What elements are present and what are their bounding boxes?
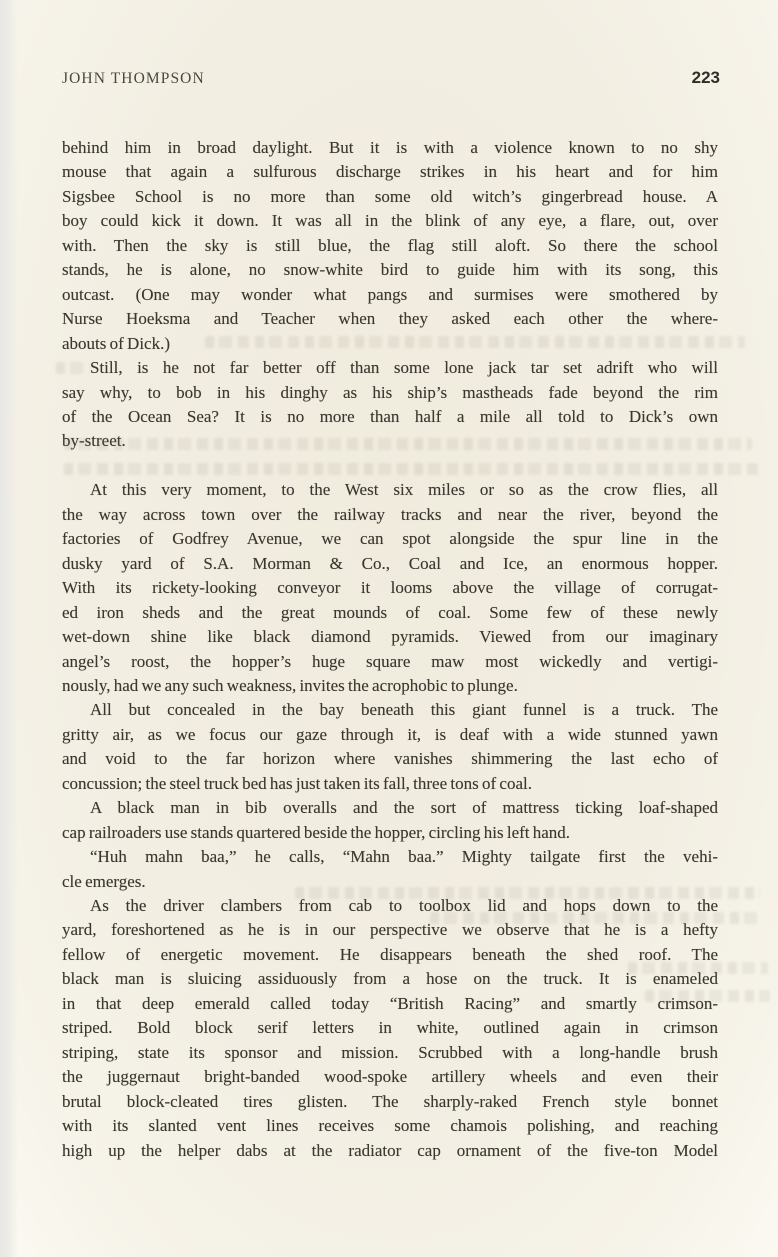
- text-line: brutal block-cleated tires glisten. The sharply-raked French style bonnet: [62, 1091, 718, 1111]
- text-line: nously, had we any such weakness, invites the acrophobic to plunge.: [62, 675, 518, 695]
- text-line: of the Ocean Sea? It is no more than half a mile all told to Dick’s own: [62, 406, 718, 426]
- text-line: Nurse Hoeksma and Teacher when they asked each other the where-: [62, 309, 718, 329]
- text-line: At this very moment, to the West six miles or so as the crow flies, all: [90, 480, 718, 500]
- text-line: the way across town over the railway tracks and near the river, beyond the: [62, 504, 718, 524]
- text-line: high up the helper dabs at the radiator cap ornament of the five-ton Model: [62, 1140, 718, 1160]
- bleed-through-artifact: [628, 962, 768, 974]
- text-line: Sigsbee School is no more than some old witch’s gingerbread house. A: [62, 186, 718, 206]
- text-line: ed iron sheds and the great mounds of coal. Some few of these newly: [62, 602, 718, 622]
- bleed-through-artifact: [64, 438, 752, 450]
- text-line: say why, to bob in his dinghy as his ship’s mastheads fade beyond the rim: [62, 382, 718, 402]
- text-line: concussion; the steel truck bed has just taken its fall, three tons of coal.: [62, 773, 532, 793]
- text-line: outcast. (One may wonder what pangs and surmises were smothered by: [62, 284, 718, 304]
- bleed-through-artifact: [430, 912, 760, 924]
- text-line: by-street.: [62, 431, 126, 451]
- paragraph: [62, 796, 718, 845]
- bleed-through-artifact: [205, 336, 745, 348]
- text-line: behind him in broad daylight. But it is with a violence known to no shy: [62, 138, 718, 157]
- text-line: “Huh mahn baa,” he calls, “Mahn baa.” Mighty tailgate first the vehi-: [90, 847, 718, 867]
- page-edge-shadow: [0, 0, 18, 1257]
- bleed-through-artifact: [645, 990, 770, 1002]
- text-line: abouts of Dick.): [62, 333, 171, 353]
- text-line: Still, is he not far better off than some lone jack tar set adrift who will: [90, 358, 718, 378]
- text-line: yard, foreshortened as he is in our perspective we observe that he is a hefty: [62, 920, 718, 940]
- bleed-through-artifact: [64, 463, 764, 475]
- page-body: [62, 136, 718, 1163]
- text-line: angel’s roost, the hopper’s huge square maw most wickedly and vertigi-: [62, 651, 718, 671]
- text-line: and void to the far horizon where vanishes shimmering the last echo of: [62, 749, 718, 769]
- text-line: With its rickety-looking conveyor it looms above the village of corrugat-: [62, 578, 718, 598]
- text-line: As the driver clambers from cab to toolbox lid and hops down to the: [90, 896, 718, 916]
- text-line: in that deep emerald called today “British Racing” and smartly crimson-: [62, 993, 718, 1013]
- text-line: All but concealed in the bay beneath this giant funnel is a truck. The: [90, 700, 718, 720]
- text-line: mouse that again a sulfurous discharge strikes in his heart and for him: [62, 162, 718, 182]
- bleed-through-artifact: [295, 887, 760, 899]
- paragraph: [62, 136, 718, 356]
- page-header: [62, 68, 720, 88]
- text-line: black man is sluicing assiduously from a hose on the truck. It is enameled: [62, 969, 718, 989]
- text-line: with its slanted vent lines receives some chamois polishing, and reaching: [62, 1116, 718, 1136]
- text-line: gritty air, as we focus our gaze through it, is deaf with a wide stunned yawn: [62, 724, 718, 744]
- text-line: cap railroaders use stands quartered beside the hopper, circling his left hand.: [62, 822, 571, 842]
- text-line: boy could kick it down. It was all in the blink of any eye, a flare, out, over: [62, 211, 718, 231]
- text-line: fellow of energetic movement. He disappears beneath the shed roof. The: [62, 944, 718, 964]
- text-line: cle emerges.: [62, 871, 146, 891]
- text-line: striping, state its sponsor and mission. Scrubbed with a long-handle brush: [62, 1042, 718, 1062]
- text-line: striped. Bold block serif letters in white, outlined again in crimson: [62, 1018, 718, 1038]
- text-line: with. Then the sky is still blue, the flag still aloft. So there the school: [62, 235, 718, 255]
- running-head-author: JOHN THOMPSON: [62, 70, 205, 87]
- paragraph: [62, 894, 718, 1163]
- text-line: the juggernaut bright-banded wood-spoke artillery wheels and even their: [62, 1067, 718, 1087]
- paragraph: [62, 478, 718, 698]
- text-line: dusky yard of S.A. Morman & Co., Coal and Ice, an enormous hopper.: [62, 553, 718, 573]
- page-number: 223: [691, 68, 720, 87]
- paragraph: [62, 698, 718, 796]
- text-line: stands, he is alone, no snow-white bird to guide him with its song, this: [62, 260, 718, 280]
- text-line: A black man in bib overalls and the sort of mattress ticking loaf-shaped: [90, 798, 718, 818]
- bleed-through-artifact: [56, 362, 90, 374]
- text-line: wet-down shine like black diamond pyramids. Viewed from our imaginary: [62, 627, 718, 647]
- text-line: factories of Godfrey Avenue, we can spot alongside the spur line in the: [62, 529, 718, 549]
